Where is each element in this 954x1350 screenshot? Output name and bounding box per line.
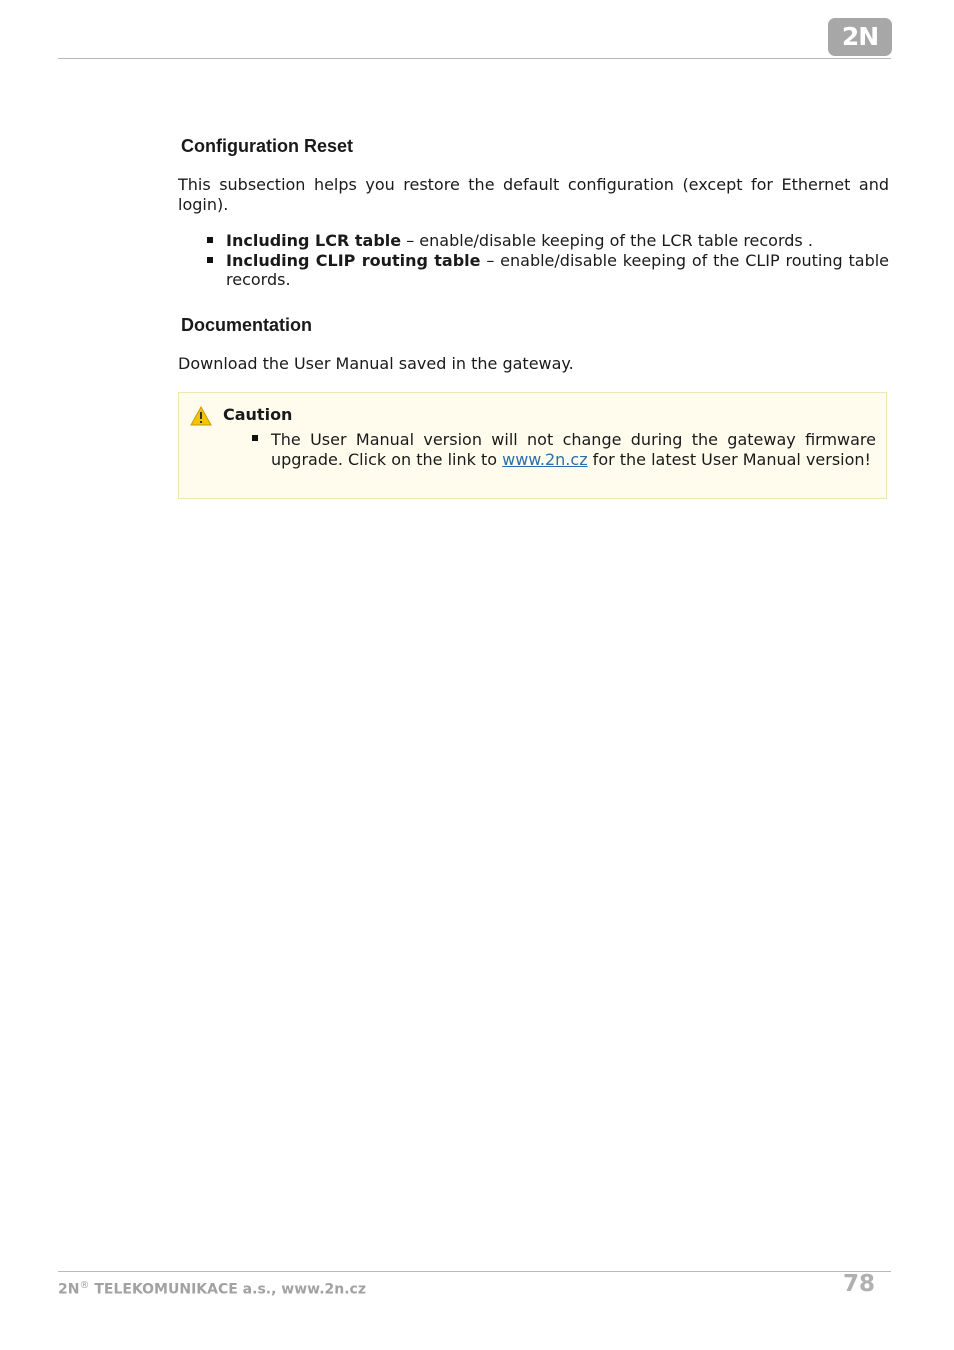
- caution-text-after: for the latest User Manual version!: [587, 449, 871, 469]
- logo-text: 2N: [841, 22, 879, 51]
- footer-brand: 2N: [58, 1281, 80, 1298]
- option-description: – enable/disable keeping of the CLIP routing table records.: [226, 250, 890, 289]
- option-term: Including CLIP routing table: [226, 250, 481, 270]
- bullet-icon: [207, 237, 213, 243]
- list-item: [178, 251, 889, 290]
- section-title-configuration-reset: Configuration Reset: [181, 136, 354, 156]
- configuration-reset-intro: This subsection helps you restore the default configuration (except for Ethernet and login).: [178, 175, 889, 214]
- caution-box: [178, 392, 887, 499]
- website-link[interactable]: www.2n.cz: [502, 449, 588, 469]
- bullet-icon: [252, 435, 258, 441]
- logo-2n: [828, 18, 892, 56]
- footer-company: [58, 1280, 366, 1298]
- bullet-icon: [207, 257, 213, 263]
- header-divider: [58, 58, 891, 59]
- caution-title: Caution: [223, 405, 293, 424]
- page-number: 78: [843, 1271, 876, 1297]
- registered-mark: ®: [79, 1280, 90, 1291]
- documentation-body: Download the User Manual saved in the gateway.: [178, 354, 574, 373]
- configuration-reset-options: [178, 231, 889, 290]
- option-term: Including LCR table: [226, 231, 402, 250]
- list-item: [178, 231, 889, 251]
- option-description: – enable/disable keeping of the LCR table records .: [401, 231, 813, 250]
- footer-divider: [58, 1271, 891, 1272]
- caution-text-before: The User Manual version will not change during the gateway firmware upgrade. Click on the link to: [271, 430, 876, 469]
- section-title-documentation: Documentation: [181, 315, 313, 335]
- warning-icon: [190, 406, 212, 426]
- caution-list-item: [271, 430, 876, 469]
- footer-company-text: TELEKOMUNIKACE a.s., www.2n.cz: [89, 1281, 366, 1298]
